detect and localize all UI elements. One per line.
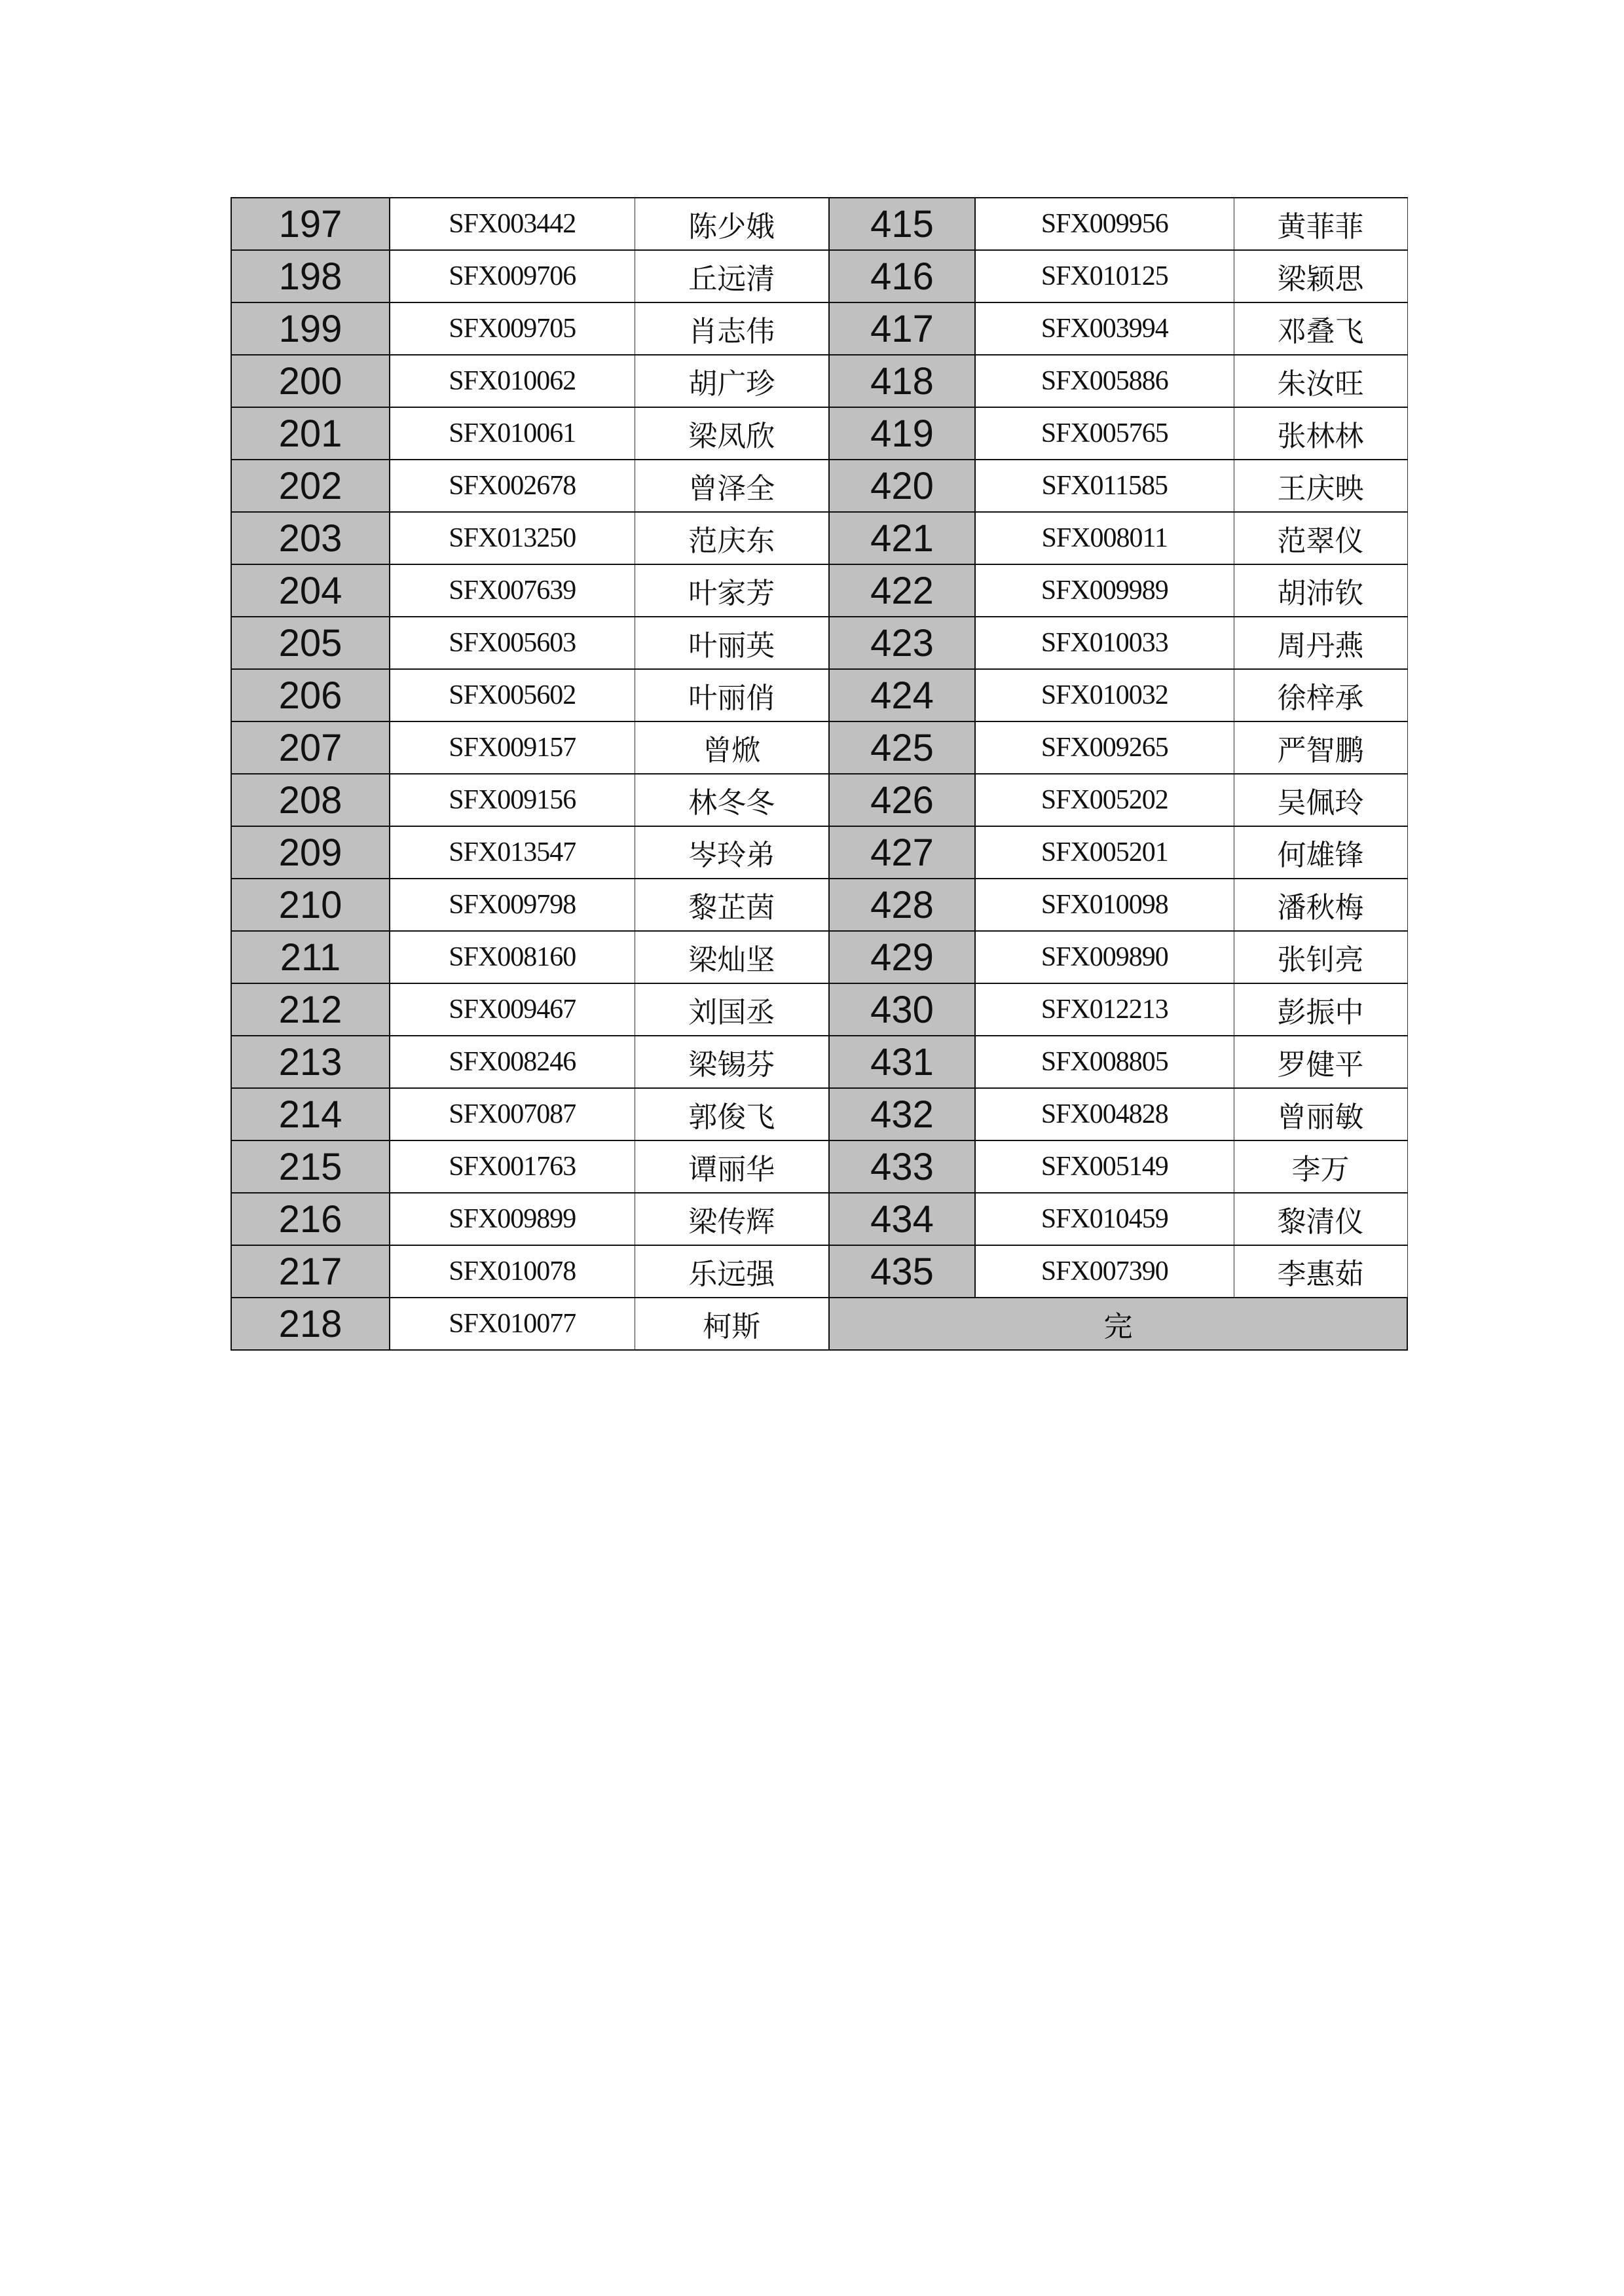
member-code: SFX005603 xyxy=(390,617,635,669)
member-name: 谭丽华 xyxy=(635,1140,829,1193)
member-code: SFX012213 xyxy=(975,983,1234,1036)
table-row xyxy=(231,669,1407,721)
member-name: 吴佩玲 xyxy=(1234,774,1407,826)
member-name: 曾焮 xyxy=(635,721,829,774)
row-number: 209 xyxy=(231,826,390,879)
member-code: SFX010033 xyxy=(975,617,1234,669)
table-row xyxy=(231,302,1407,355)
row-number: 421 xyxy=(829,512,975,564)
member-code: SFX002678 xyxy=(390,460,635,512)
member-code: SFX009890 xyxy=(975,931,1234,983)
member-code: SFX010061 xyxy=(390,407,635,460)
row-number: 217 xyxy=(231,1245,390,1298)
member-name: 刘国丞 xyxy=(635,983,829,1036)
member-code: SFX009706 xyxy=(390,250,635,302)
member-code: SFX005886 xyxy=(975,355,1234,407)
row-number: 201 xyxy=(231,407,390,460)
member-name: 范翠仪 xyxy=(1234,512,1407,564)
member-name: 曾泽全 xyxy=(635,460,829,512)
row-number: 199 xyxy=(231,302,390,355)
member-code: SFX013547 xyxy=(390,826,635,879)
row-number: 206 xyxy=(231,669,390,721)
table-row xyxy=(231,512,1407,564)
member-code: SFX009156 xyxy=(390,774,635,826)
row-number: 214 xyxy=(231,1088,390,1140)
member-code: SFX010125 xyxy=(975,250,1234,302)
row-number: 417 xyxy=(829,302,975,355)
member-code: SFX013250 xyxy=(390,512,635,564)
member-name: 严智鹏 xyxy=(1234,721,1407,774)
member-code: SFX009467 xyxy=(390,983,635,1036)
member-code: SFX003994 xyxy=(975,302,1234,355)
member-code: SFX003442 xyxy=(390,198,635,250)
table-row xyxy=(231,1088,1407,1140)
member-code: SFX005149 xyxy=(975,1140,1234,1193)
member-name: 李惠茹 xyxy=(1234,1245,1407,1298)
member-code: SFX008160 xyxy=(390,931,635,983)
member-code: SFX008246 xyxy=(390,1036,635,1088)
member-code: SFX004828 xyxy=(975,1088,1234,1140)
member-code: SFX009956 xyxy=(975,198,1234,250)
member-name: 黎清仪 xyxy=(1234,1193,1407,1245)
table-row xyxy=(231,250,1407,302)
row-number: 425 xyxy=(829,721,975,774)
member-code: SFX007639 xyxy=(390,564,635,617)
row-number: 420 xyxy=(829,460,975,512)
member-name: 张钊亮 xyxy=(1234,931,1407,983)
row-number: 423 xyxy=(829,617,975,669)
member-name: 林冬冬 xyxy=(635,774,829,826)
member-code: SFX009265 xyxy=(975,721,1234,774)
member-name: 罗健平 xyxy=(1234,1036,1407,1088)
member-code: SFX005201 xyxy=(975,826,1234,879)
table-row xyxy=(231,198,1407,250)
member-name: 周丹燕 xyxy=(1234,617,1407,669)
end-marker: 完 xyxy=(829,1298,1407,1350)
member-code: SFX010077 xyxy=(390,1298,635,1350)
row-number: 422 xyxy=(829,564,975,617)
member-name: 胡广珍 xyxy=(635,355,829,407)
table-row xyxy=(231,1193,1407,1245)
member-code: SFX011585 xyxy=(975,460,1234,512)
row-number: 432 xyxy=(829,1088,975,1140)
row-number: 200 xyxy=(231,355,390,407)
row-number: 205 xyxy=(231,617,390,669)
member-name: 郭俊飞 xyxy=(635,1088,829,1140)
row-number: 415 xyxy=(829,198,975,250)
member-name: 王庆映 xyxy=(1234,460,1407,512)
member-code: SFX009989 xyxy=(975,564,1234,617)
member-code: SFX010098 xyxy=(975,879,1234,931)
member-code: SFX007390 xyxy=(975,1245,1234,1298)
member-name: 邓叠飞 xyxy=(1234,302,1407,355)
member-code: SFX001763 xyxy=(390,1140,635,1193)
member-name: 丘远清 xyxy=(635,250,829,302)
member-name: 柯斯 xyxy=(635,1298,829,1350)
row-number: 197 xyxy=(231,198,390,250)
member-name: 张林林 xyxy=(1234,407,1407,460)
table-row xyxy=(231,355,1407,407)
row-number: 433 xyxy=(829,1140,975,1193)
row-number: 416 xyxy=(829,250,975,302)
member-name: 曾丽敏 xyxy=(1234,1088,1407,1140)
member-code: SFX008011 xyxy=(975,512,1234,564)
member-name: 梁传辉 xyxy=(635,1193,829,1245)
row-number: 426 xyxy=(829,774,975,826)
member-name: 彭振中 xyxy=(1234,983,1407,1036)
table-row xyxy=(231,1245,1407,1298)
table-row xyxy=(231,879,1407,931)
table-row xyxy=(231,826,1407,879)
table-row xyxy=(231,564,1407,617)
member-name: 岑玲弟 xyxy=(635,826,829,879)
row-number: 435 xyxy=(829,1245,975,1298)
table-row xyxy=(231,460,1407,512)
member-code: SFX005602 xyxy=(390,669,635,721)
member-code: SFX009157 xyxy=(390,721,635,774)
member-code: SFX010062 xyxy=(390,355,635,407)
member-name: 黎芷茵 xyxy=(635,879,829,931)
row-number: 434 xyxy=(829,1193,975,1245)
row-number: 419 xyxy=(829,407,975,460)
table-row xyxy=(231,721,1407,774)
member-code: SFX010032 xyxy=(975,669,1234,721)
member-name: 肖志伟 xyxy=(635,302,829,355)
member-name: 徐梓承 xyxy=(1234,669,1407,721)
member-name: 胡沛钦 xyxy=(1234,564,1407,617)
member-name: 梁灿坚 xyxy=(635,931,829,983)
row-number: 429 xyxy=(829,931,975,983)
member-name: 叶丽俏 xyxy=(635,669,829,721)
table-row xyxy=(231,774,1407,826)
member-code: SFX009705 xyxy=(390,302,635,355)
row-number: 211 xyxy=(231,931,390,983)
member-name: 潘秋梅 xyxy=(1234,879,1407,931)
row-number: 218 xyxy=(231,1298,390,1350)
row-number: 207 xyxy=(231,721,390,774)
member-name: 李万 xyxy=(1234,1140,1407,1193)
row-number: 424 xyxy=(829,669,975,721)
row-number: 208 xyxy=(231,774,390,826)
member-name: 黄菲菲 xyxy=(1234,198,1407,250)
row-number: 431 xyxy=(829,1036,975,1088)
member-code: SFX008805 xyxy=(975,1036,1234,1088)
row-number: 204 xyxy=(231,564,390,617)
row-number: 216 xyxy=(231,1193,390,1245)
member-name: 何雄锋 xyxy=(1234,826,1407,879)
roster-table-body xyxy=(231,198,1407,1350)
row-number: 213 xyxy=(231,1036,390,1088)
table-row xyxy=(231,1298,1407,1350)
roster-table xyxy=(231,197,1408,1351)
member-name: 范庆东 xyxy=(635,512,829,564)
member-name: 叶家芳 xyxy=(635,564,829,617)
table-row xyxy=(231,1140,1407,1193)
table-row xyxy=(231,407,1407,460)
row-number: 427 xyxy=(829,826,975,879)
member-code: SFX005202 xyxy=(975,774,1234,826)
table-row xyxy=(231,1036,1407,1088)
member-name: 朱汝旺 xyxy=(1234,355,1407,407)
row-number: 215 xyxy=(231,1140,390,1193)
member-name: 梁颖思 xyxy=(1234,250,1407,302)
row-number: 210 xyxy=(231,879,390,931)
member-name: 梁凤欣 xyxy=(635,407,829,460)
member-name: 梁锡芬 xyxy=(635,1036,829,1088)
member-code: SFX007087 xyxy=(390,1088,635,1140)
row-number: 202 xyxy=(231,460,390,512)
member-name: 叶丽英 xyxy=(635,617,829,669)
member-code: SFX010459 xyxy=(975,1193,1234,1245)
row-number: 203 xyxy=(231,512,390,564)
member-code: SFX005765 xyxy=(975,407,1234,460)
row-number: 418 xyxy=(829,355,975,407)
table-row xyxy=(231,983,1407,1036)
row-number: 430 xyxy=(829,983,975,1036)
member-name: 乐远强 xyxy=(635,1245,829,1298)
member-code: SFX010078 xyxy=(390,1245,635,1298)
row-number: 428 xyxy=(829,879,975,931)
table-row xyxy=(231,931,1407,983)
member-name: 陈少娥 xyxy=(635,198,829,250)
row-number: 198 xyxy=(231,250,390,302)
row-number: 212 xyxy=(231,983,390,1036)
table-row xyxy=(231,617,1407,669)
member-code: SFX009899 xyxy=(390,1193,635,1245)
member-code: SFX009798 xyxy=(390,879,635,931)
